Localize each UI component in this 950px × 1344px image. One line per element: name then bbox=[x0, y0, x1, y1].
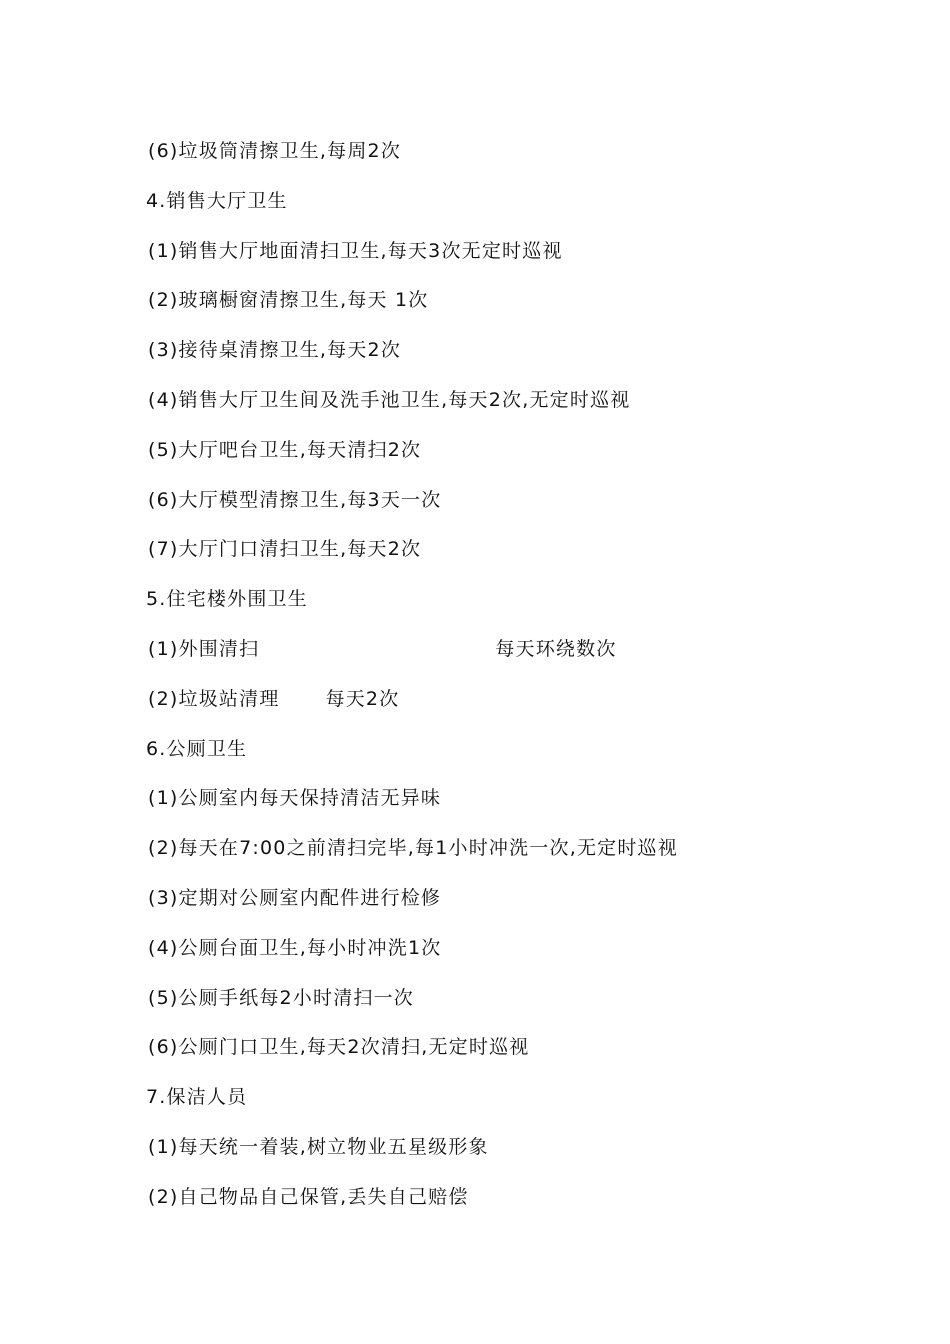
item-reception-desk: (3)接待桌清擦卫生,每天2次 bbox=[148, 339, 402, 362]
item-toilet-paper: (5)公厕手纸每2小时清扫一次 bbox=[148, 986, 415, 1009]
section-heading-cleaning-staff: 7.保洁人员 bbox=[146, 1086, 248, 1109]
item-hall-model: (6)大厅模型清擦卫生,每3天一次 bbox=[148, 488, 442, 511]
item-exterior-sweeping bbox=[146, 632, 906, 682]
item-hall-entrance: (7)大厅门口清扫卫生,每天2次 bbox=[148, 538, 422, 561]
item-garbage-station bbox=[146, 682, 906, 732]
item-toilet-interior: (1)公厕室内每天保持清洁无异味 bbox=[148, 787, 442, 810]
item-glass-window: (2)玻璃橱窗清擦卫生,每天 1次 bbox=[148, 289, 429, 312]
item-toilet-fixture-maintenance: (3)定期对公厕室内配件进行检修 bbox=[148, 886, 442, 909]
section-heading-public-toilet: 6.公厕卫生 bbox=[146, 737, 248, 760]
item-toilet-daily-schedule: (2)每天在7:00之前清扫完毕,每1小时冲洗一次,无定时巡视 bbox=[148, 837, 678, 860]
item-sales-hall-restroom: (4)销售大厅卫生间及洗手池卫生,每天2次,无定时巡视 bbox=[148, 388, 631, 411]
item-toilet-countertop: (4)公厕台面卫生,每小时冲洗1次 bbox=[148, 936, 442, 959]
item-staff-uniform: (1)每天统一着装,树立物业五星级形象 bbox=[148, 1135, 489, 1158]
item-exterior-sweeping-frequency: 每天环绕数次 bbox=[495, 637, 617, 660]
item-sales-hall-floor: (1)销售大厅地面清扫卫生,每天3次无定时巡视 bbox=[148, 239, 563, 262]
item-toilet-entrance: (6)公厕门口卫生,每天2次清扫,无定时巡视 bbox=[148, 1036, 530, 1059]
item-staff-belongings: (2)自己物品自己保管,丢失自己赔偿 bbox=[148, 1185, 469, 1208]
item-garbage-station-task: (2)垃圾站清理 bbox=[148, 687, 280, 710]
item-trash-bin-cleaning: (6)垃圾筒清擦卫生,每周2次 bbox=[148, 140, 402, 162]
document-body bbox=[146, 134, 906, 1230]
item-hall-bar-counter: (5)大厅吧台卫生,每天清扫2次 bbox=[148, 438, 422, 461]
section-heading-sales-hall: 4.销售大厅卫生 bbox=[146, 189, 288, 212]
section-heading-residential-exterior: 5.住宅楼外围卫生 bbox=[146, 588, 308, 611]
item-garbage-station-frequency: 每天2次 bbox=[325, 687, 400, 710]
item-exterior-sweeping-task: (1)外围清扫 bbox=[148, 637, 260, 660]
